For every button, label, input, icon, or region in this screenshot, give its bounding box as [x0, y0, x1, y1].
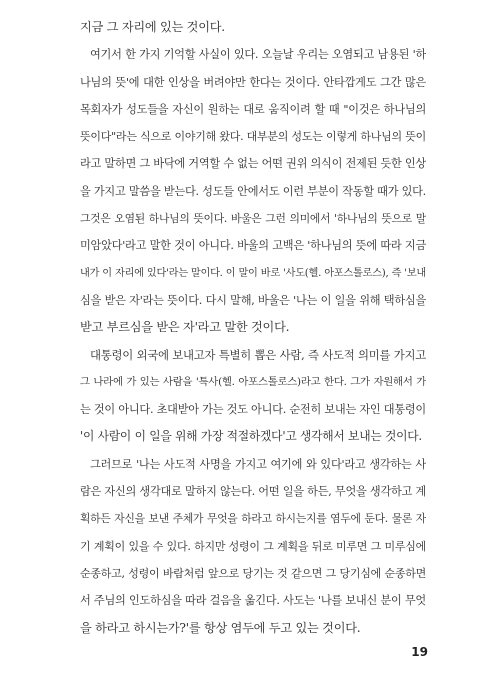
text-line: 지금 그 자리에 있는 것이다. [80, 20, 225, 34]
page-number: 19 [411, 645, 428, 659]
text-line: 서 주님의 인도하심을 따라 걸음을 옮긴다. 사도는 '나를 보내신 분이 무엇 [80, 594, 426, 608]
text-line: 나님의 뜻'에 대한 인상을 버려야만 한다는 것이다. 안타깝게도 그간 많은 [80, 75, 426, 89]
text-line: 대통령이 외국에 보내고자 특별히 뽑은 사람, 즉 사도적 의미를 가지고 [90, 347, 426, 362]
text-line: 순종하고, 성령이 바람처럼 앞으로 당기는 것 같으면 그 당기심에 순종하면 [80, 566, 426, 580]
text-line: 기 계획이 있을 수 있다. 하지만 성령이 그 계획을 뒤로 미루면 그 미루심에 [80, 539, 426, 553]
text-line: 뜻이다"라는 식으로 이야기해 왔다. 대부분의 성도는 이렇게 하나님의 뜻이 [80, 130, 426, 144]
text-line: 그 나라에 가 있는 사람을 '특사(헬. 아포스톨로스)라고 한다. 그가 자원해서 가 [80, 375, 426, 388]
text-line: 는 것이 아니다. 초대받아 가는 것도 아니다. 순전히 보내는 자인 대통령이 [80, 403, 426, 417]
text-line: 을 가지고 말씀을 받는다. 성도들 안에서도 이런 부분이 작동할 때가 있다. [80, 184, 426, 198]
text-line: 받고 부르심을 받은 자'라고 말한 것이다. [80, 320, 290, 335]
body-text [80, 14, 426, 642]
text-line: 그것은 오염된 하나님의 뜻이다. 바울은 그런 의미에서 '하나님의 뜻으로 말 [80, 212, 426, 226]
text-line: 미암았다'라고 말한 것이 아니다. 바울의 고백은 '하나님의 뜻에 따라 지금 [80, 239, 426, 253]
text-line: 목회자가 성도들을 자신이 원하는 대로 움직이려 할 때 "이것은 하나님의 [80, 102, 426, 116]
text-line: 람은 자신의 생각대로 말하지 않는다. 어떤 일을 하든, 무엇을 생각하고 계 [80, 485, 426, 499]
text-line: '이 사람이 이 일을 위해 가장 적절하겠다'고 생각해서 보내는 것이다. [80, 429, 422, 444]
text-line: 라고 말하면 그 바닥에 거역할 수 없는 어떤 권위 의식이 전제된 듯한 인상 [80, 157, 426, 171]
text-line: 을 하라고 하시는가?'를 항상 염두에 두고 있는 것이다. [80, 620, 361, 635]
text-line: 내가 이 자리에 있다'라는 말이다. 이 말이 바로 '사도(헬. 아포스톨로스), 즉 '보내 [80, 267, 426, 279]
text-line: 심을 받은 자'라는 뜻이다. 다시 말해, 바울은 '나는 이 일을 위해 택하심을 [80, 293, 426, 307]
text-line: 그러므로 '나는 사도적 사명을 가지고 여기에 와 있다'라고 생각하는 사 [90, 457, 426, 471]
text-line: 여기서 한 가지 기억할 사실이 있다. 오늘날 우리는 오염되고 남용된 '하 [90, 48, 426, 62]
text-line: 획하든 자신을 보낸 주체가 무엇을 하라고 하시는지를 염두에 둔다. 물론 자 [80, 512, 426, 526]
